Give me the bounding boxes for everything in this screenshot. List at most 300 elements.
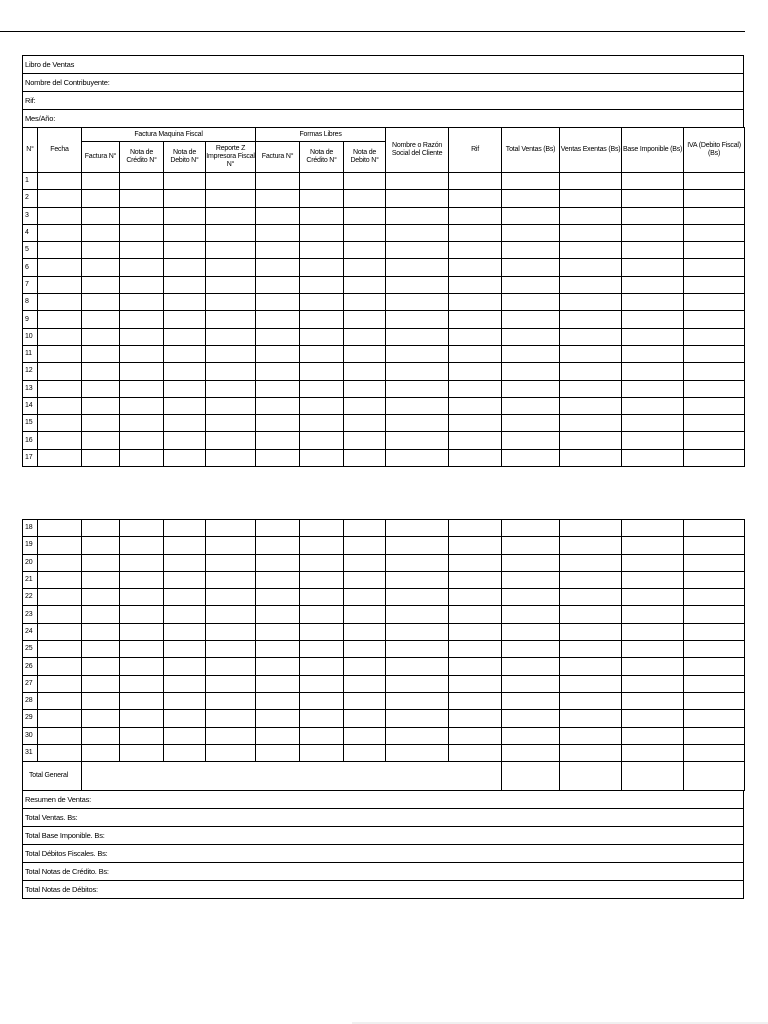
table-cell[interactable]	[300, 658, 344, 675]
table-cell[interactable]	[300, 554, 344, 571]
table-cell[interactable]	[256, 190, 300, 207]
table-cell[interactable]	[386, 710, 449, 727]
table-cell[interactable]	[120, 554, 164, 571]
table-cell[interactable]	[386, 520, 449, 537]
table-cell[interactable]	[560, 537, 622, 554]
table-cell[interactable]	[120, 658, 164, 675]
table-cell[interactable]	[449, 207, 502, 224]
table-cell[interactable]	[502, 589, 560, 606]
table-cell[interactable]	[300, 537, 344, 554]
table-cell[interactable]	[164, 641, 206, 658]
table-cell[interactable]	[560, 311, 622, 328]
table-cell[interactable]	[300, 692, 344, 709]
table-cell[interactable]	[206, 623, 256, 640]
table-cell[interactable]	[622, 554, 684, 571]
table-cell[interactable]	[622, 207, 684, 224]
table-cell[interactable]	[684, 328, 745, 345]
table-cell[interactable]	[206, 294, 256, 311]
table-cell[interactable]	[622, 432, 684, 449]
table-cell[interactable]	[622, 606, 684, 623]
table-cell[interactable]	[300, 259, 344, 276]
table-cell[interactable]	[300, 207, 344, 224]
table-cell[interactable]	[502, 415, 560, 432]
table-cell[interactable]	[300, 710, 344, 727]
table-cell[interactable]	[560, 259, 622, 276]
table-cell[interactable]	[622, 380, 684, 397]
table-cell[interactable]	[206, 744, 256, 761]
table-cell[interactable]	[622, 658, 684, 675]
table-cell[interactable]	[502, 207, 560, 224]
table-cell[interactable]	[206, 449, 256, 466]
table-cell[interactable]	[344, 744, 386, 761]
table-cell[interactable]	[206, 432, 256, 449]
table-cell[interactable]	[120, 173, 164, 190]
table-cell[interactable]	[386, 363, 449, 380]
table-cell[interactable]	[120, 744, 164, 761]
table-cell[interactable]	[622, 190, 684, 207]
table-cell[interactable]	[256, 554, 300, 571]
table-cell[interactable]	[82, 311, 120, 328]
table-cell[interactable]	[622, 311, 684, 328]
table-cell[interactable]	[449, 173, 502, 190]
table-cell[interactable]	[560, 173, 622, 190]
table-cell[interactable]	[449, 415, 502, 432]
table-cell[interactable]	[560, 520, 622, 537]
table-cell[interactable]	[684, 190, 745, 207]
table-cell[interactable]	[256, 363, 300, 380]
table-cell[interactable]	[300, 311, 344, 328]
table-cell[interactable]	[386, 692, 449, 709]
table-cell[interactable]	[256, 345, 300, 362]
table-cell[interactable]	[502, 311, 560, 328]
table-cell[interactable]	[82, 589, 120, 606]
table-cell[interactable]	[560, 380, 622, 397]
table-cell[interactable]	[684, 415, 745, 432]
table-cell[interactable]	[449, 345, 502, 362]
table-cell[interactable]	[256, 294, 300, 311]
table-cell[interactable]	[684, 432, 745, 449]
table-cell[interactable]	[502, 276, 560, 293]
table-cell[interactable]	[622, 537, 684, 554]
table-cell[interactable]	[386, 311, 449, 328]
total-general-base-cell[interactable]	[622, 762, 684, 791]
table-cell[interactable]	[622, 276, 684, 293]
table-cell[interactable]	[502, 537, 560, 554]
table-cell[interactable]	[206, 328, 256, 345]
table-cell[interactable]	[684, 658, 745, 675]
table-cell[interactable]	[256, 415, 300, 432]
table-cell[interactable]	[164, 242, 206, 259]
table-cell[interactable]	[38, 432, 82, 449]
table-cell[interactable]	[120, 537, 164, 554]
table-cell[interactable]	[560, 345, 622, 362]
table-cell[interactable]	[344, 606, 386, 623]
table-cell[interactable]	[164, 173, 206, 190]
table-cell[interactable]	[560, 449, 622, 466]
table-cell[interactable]	[449, 259, 502, 276]
total-general-exempt-cell[interactable]	[560, 762, 622, 791]
table-cell[interactable]	[38, 242, 82, 259]
table-cell[interactable]	[120, 520, 164, 537]
table-cell[interactable]	[560, 606, 622, 623]
table-cell[interactable]	[344, 311, 386, 328]
table-cell[interactable]	[164, 520, 206, 537]
table-cell[interactable]	[206, 190, 256, 207]
table-cell[interactable]	[164, 328, 206, 345]
table-cell[interactable]	[82, 727, 120, 744]
table-cell[interactable]	[256, 520, 300, 537]
table-cell[interactable]	[344, 207, 386, 224]
table-cell[interactable]	[164, 571, 206, 588]
table-cell[interactable]	[344, 328, 386, 345]
table-cell[interactable]	[164, 744, 206, 761]
table-cell[interactable]	[560, 692, 622, 709]
table-cell[interactable]	[622, 294, 684, 311]
table-cell[interactable]	[256, 259, 300, 276]
table-cell[interactable]	[82, 345, 120, 362]
table-cell[interactable]	[449, 658, 502, 675]
table-cell[interactable]	[449, 432, 502, 449]
table-cell[interactable]	[344, 380, 386, 397]
table-cell[interactable]	[344, 173, 386, 190]
table-cell[interactable]	[684, 692, 745, 709]
table-cell[interactable]	[82, 606, 120, 623]
table-cell[interactable]	[560, 571, 622, 588]
table-cell[interactable]	[120, 259, 164, 276]
table-cell[interactable]	[386, 606, 449, 623]
table-cell[interactable]	[82, 571, 120, 588]
table-cell[interactable]	[82, 554, 120, 571]
table-cell[interactable]	[120, 623, 164, 640]
table-cell[interactable]	[206, 311, 256, 328]
table-cell[interactable]	[82, 259, 120, 276]
table-cell[interactable]	[502, 294, 560, 311]
table-cell[interactable]	[38, 449, 82, 466]
table-cell[interactable]	[82, 397, 120, 414]
table-cell[interactable]	[622, 328, 684, 345]
table-cell[interactable]	[120, 692, 164, 709]
table-cell[interactable]	[38, 173, 82, 190]
table-cell[interactable]	[256, 744, 300, 761]
table-cell[interactable]	[38, 207, 82, 224]
table-cell[interactable]	[164, 449, 206, 466]
table-cell[interactable]	[82, 242, 120, 259]
table-cell[interactable]	[38, 380, 82, 397]
table-cell[interactable]	[344, 623, 386, 640]
table-cell[interactable]	[449, 242, 502, 259]
table-cell[interactable]	[344, 276, 386, 293]
table-cell[interactable]	[38, 311, 82, 328]
table-cell[interactable]	[502, 173, 560, 190]
table-cell[interactable]	[449, 363, 502, 380]
table-cell[interactable]	[206, 363, 256, 380]
table-cell[interactable]	[502, 363, 560, 380]
table-cell[interactable]	[38, 571, 82, 588]
table-cell[interactable]	[622, 520, 684, 537]
table-cell[interactable]	[622, 242, 684, 259]
summary-total-base[interactable]: Total Base Imponible. Bs:	[22, 827, 744, 845]
table-cell[interactable]	[502, 727, 560, 744]
table-cell[interactable]	[256, 571, 300, 588]
table-cell[interactable]	[164, 345, 206, 362]
table-cell[interactable]	[206, 259, 256, 276]
table-cell[interactable]	[684, 571, 745, 588]
table-cell[interactable]	[38, 675, 82, 692]
table-cell[interactable]	[256, 173, 300, 190]
table-cell[interactable]	[38, 363, 82, 380]
table-cell[interactable]	[560, 276, 622, 293]
table-cell[interactable]	[344, 415, 386, 432]
table-cell[interactable]	[386, 554, 449, 571]
table-cell[interactable]	[622, 345, 684, 362]
table-cell[interactable]	[560, 242, 622, 259]
table-cell[interactable]	[344, 432, 386, 449]
table-cell[interactable]	[684, 675, 745, 692]
table-cell[interactable]	[300, 328, 344, 345]
table-cell[interactable]	[449, 623, 502, 640]
table-cell[interactable]	[386, 345, 449, 362]
table-cell[interactable]	[120, 675, 164, 692]
table-cell[interactable]	[684, 259, 745, 276]
table-cell[interactable]	[164, 190, 206, 207]
table-cell[interactable]	[38, 397, 82, 414]
table-cell[interactable]	[120, 207, 164, 224]
table-cell[interactable]	[82, 449, 120, 466]
table-cell[interactable]	[164, 554, 206, 571]
table-cell[interactable]	[256, 224, 300, 241]
table-cell[interactable]	[164, 397, 206, 414]
table-cell[interactable]	[502, 606, 560, 623]
table-cell[interactable]	[684, 554, 745, 571]
table-cell[interactable]	[300, 173, 344, 190]
table-cell[interactable]	[684, 363, 745, 380]
table-cell[interactable]	[622, 224, 684, 241]
table-cell[interactable]	[164, 727, 206, 744]
table-cell[interactable]	[560, 432, 622, 449]
rif-field[interactable]: Rif:	[22, 91, 744, 109]
table-cell[interactable]	[449, 190, 502, 207]
table-cell[interactable]	[300, 520, 344, 537]
table-cell[interactable]	[300, 623, 344, 640]
table-cell[interactable]	[344, 658, 386, 675]
table-cell[interactable]	[684, 710, 745, 727]
table-cell[interactable]	[82, 380, 120, 397]
table-cell[interactable]	[684, 589, 745, 606]
table-cell[interactable]	[206, 641, 256, 658]
table-cell[interactable]	[684, 345, 745, 362]
table-cell[interactable]	[386, 173, 449, 190]
table-cell[interactable]	[560, 710, 622, 727]
summary-total-debit-notes[interactable]: Total Notas de Débitos:	[22, 881, 744, 899]
table-cell[interactable]	[560, 744, 622, 761]
table-cell[interactable]	[120, 606, 164, 623]
table-cell[interactable]	[38, 537, 82, 554]
table-cell[interactable]	[560, 589, 622, 606]
table-cell[interactable]	[206, 571, 256, 588]
table-cell[interactable]	[38, 276, 82, 293]
table-cell[interactable]	[449, 554, 502, 571]
table-cell[interactable]	[38, 658, 82, 675]
table-cell[interactable]	[622, 173, 684, 190]
table-cell[interactable]	[449, 224, 502, 241]
table-cell[interactable]	[502, 554, 560, 571]
table-cell[interactable]	[164, 675, 206, 692]
table-cell[interactable]	[386, 328, 449, 345]
table-cell[interactable]	[300, 432, 344, 449]
table-cell[interactable]	[82, 623, 120, 640]
table-cell[interactable]	[622, 727, 684, 744]
table-cell[interactable]	[206, 520, 256, 537]
summary-total-credit-notes[interactable]: Total Notas de Crédito. Bs:	[22, 863, 744, 881]
table-cell[interactable]	[120, 397, 164, 414]
table-cell[interactable]	[38, 710, 82, 727]
table-cell[interactable]	[120, 328, 164, 345]
table-cell[interactable]	[300, 380, 344, 397]
table-cell[interactable]	[82, 224, 120, 241]
table-cell[interactable]	[344, 242, 386, 259]
table-cell[interactable]	[256, 692, 300, 709]
table-cell[interactable]	[300, 294, 344, 311]
table-cell[interactable]	[120, 276, 164, 293]
table-cell[interactable]	[164, 207, 206, 224]
table-cell[interactable]	[120, 294, 164, 311]
table-cell[interactable]	[386, 675, 449, 692]
table-cell[interactable]	[386, 658, 449, 675]
table-cell[interactable]	[449, 328, 502, 345]
table-cell[interactable]	[38, 328, 82, 345]
table-cell[interactable]	[120, 224, 164, 241]
table-cell[interactable]	[256, 727, 300, 744]
table-cell[interactable]	[206, 224, 256, 241]
table-cell[interactable]	[120, 710, 164, 727]
table-cell[interactable]	[386, 380, 449, 397]
table-cell[interactable]	[386, 259, 449, 276]
table-cell[interactable]	[449, 520, 502, 537]
table-cell[interactable]	[560, 554, 622, 571]
table-cell[interactable]	[344, 571, 386, 588]
table-cell[interactable]	[622, 363, 684, 380]
table-cell[interactable]	[386, 207, 449, 224]
table-cell[interactable]	[684, 537, 745, 554]
table-cell[interactable]	[256, 207, 300, 224]
table-cell[interactable]	[256, 276, 300, 293]
table-cell[interactable]	[386, 744, 449, 761]
table-cell[interactable]	[502, 224, 560, 241]
table-cell[interactable]	[256, 710, 300, 727]
table-cell[interactable]	[206, 589, 256, 606]
table-cell[interactable]	[386, 242, 449, 259]
table-cell[interactable]	[386, 397, 449, 414]
table-cell[interactable]	[560, 224, 622, 241]
table-cell[interactable]	[206, 242, 256, 259]
table-cell[interactable]	[502, 449, 560, 466]
table-cell[interactable]	[684, 520, 745, 537]
table-cell[interactable]	[344, 692, 386, 709]
table-cell[interactable]	[449, 710, 502, 727]
table-cell[interactable]	[300, 363, 344, 380]
table-cell[interactable]	[82, 207, 120, 224]
table-cell[interactable]	[684, 623, 745, 640]
table-cell[interactable]	[344, 224, 386, 241]
table-cell[interactable]	[344, 363, 386, 380]
table-cell[interactable]	[386, 623, 449, 640]
table-cell[interactable]	[684, 311, 745, 328]
table-cell[interactable]	[386, 727, 449, 744]
table-cell[interactable]	[206, 415, 256, 432]
table-cell[interactable]	[120, 363, 164, 380]
table-cell[interactable]	[256, 311, 300, 328]
table-cell[interactable]	[38, 606, 82, 623]
table-cell[interactable]	[256, 658, 300, 675]
table-cell[interactable]	[164, 537, 206, 554]
table-cell[interactable]	[120, 345, 164, 362]
table-cell[interactable]	[164, 623, 206, 640]
table-cell[interactable]	[120, 727, 164, 744]
table-cell[interactable]	[684, 606, 745, 623]
table-cell[interactable]	[449, 675, 502, 692]
table-cell[interactable]	[449, 727, 502, 744]
table-cell[interactable]	[256, 449, 300, 466]
table-cell[interactable]	[206, 710, 256, 727]
table-cell[interactable]	[386, 589, 449, 606]
table-cell[interactable]	[386, 537, 449, 554]
table-cell[interactable]	[82, 173, 120, 190]
table-cell[interactable]	[206, 606, 256, 623]
table-cell[interactable]	[82, 363, 120, 380]
table-cell[interactable]	[82, 432, 120, 449]
table-cell[interactable]	[206, 276, 256, 293]
table-cell[interactable]	[684, 242, 745, 259]
table-cell[interactable]	[449, 397, 502, 414]
table-cell[interactable]	[622, 744, 684, 761]
table-cell[interactable]	[386, 571, 449, 588]
table-cell[interactable]	[164, 311, 206, 328]
table-cell[interactable]	[344, 345, 386, 362]
table-cell[interactable]	[206, 554, 256, 571]
table-cell[interactable]	[164, 432, 206, 449]
table-cell[interactable]	[164, 259, 206, 276]
table-cell[interactable]	[38, 345, 82, 362]
table-cell[interactable]	[164, 658, 206, 675]
total-general-sales-cell[interactable]	[502, 762, 560, 791]
table-cell[interactable]	[449, 311, 502, 328]
table-cell[interactable]	[560, 415, 622, 432]
table-cell[interactable]	[684, 449, 745, 466]
table-cell[interactable]	[502, 744, 560, 761]
table-cell[interactable]	[206, 207, 256, 224]
table-cell[interactable]	[622, 641, 684, 658]
table-cell[interactable]	[449, 449, 502, 466]
table-cell[interactable]	[256, 641, 300, 658]
table-cell[interactable]	[164, 294, 206, 311]
table-cell[interactable]	[684, 380, 745, 397]
table-cell[interactable]	[684, 224, 745, 241]
table-cell[interactable]	[622, 449, 684, 466]
table-cell[interactable]	[38, 415, 82, 432]
table-cell[interactable]	[684, 173, 745, 190]
table-cell[interactable]	[622, 415, 684, 432]
table-cell[interactable]	[164, 380, 206, 397]
table-cell[interactable]	[206, 397, 256, 414]
table-cell[interactable]	[502, 328, 560, 345]
table-cell[interactable]	[502, 432, 560, 449]
table-cell[interactable]	[256, 589, 300, 606]
table-cell[interactable]	[300, 415, 344, 432]
table-cell[interactable]	[502, 641, 560, 658]
table-cell[interactable]	[82, 641, 120, 658]
table-cell[interactable]	[38, 294, 82, 311]
table-cell[interactable]	[206, 675, 256, 692]
